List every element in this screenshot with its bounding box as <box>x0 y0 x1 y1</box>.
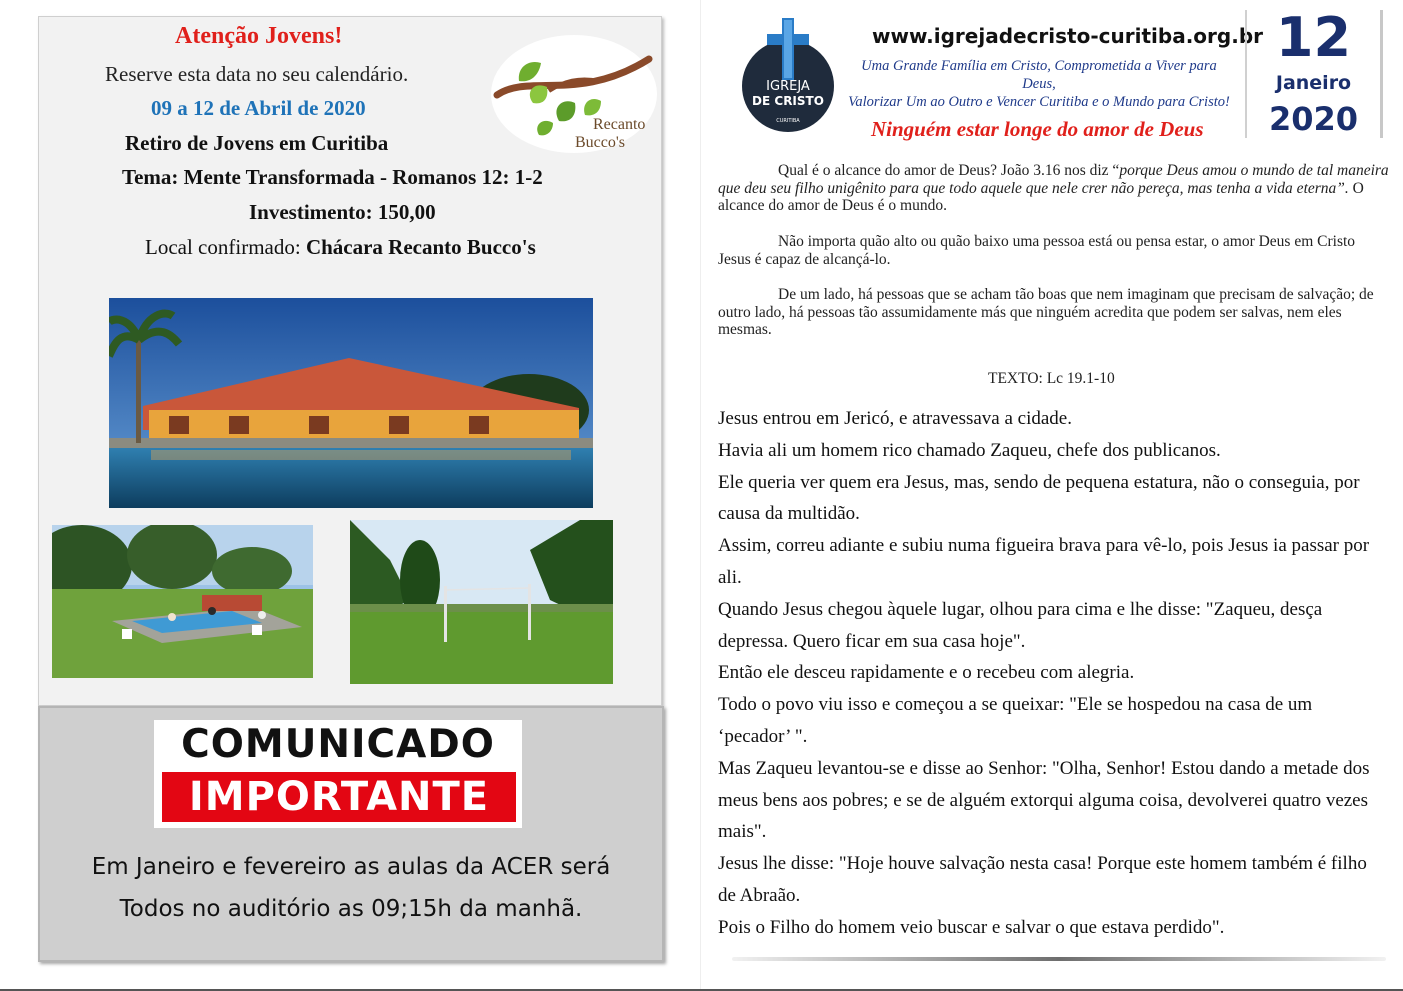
p1-conclusion: O alcance do amor de Deus é o mundo. <box>718 179 1364 214</box>
scripture-verse: Mas Zaqueu levantou-se e disse ao Senhor: "Olha, Senhor! Estou dando a metade dos meus bens aos pobres; e se de alguém extorqui alguma coisa, devolverei quatro vezes mais". <box>718 757 1370 843</box>
p1-quote: porque Deus amou o mundo de tal maneira que deu seu filho unigênito para que todo aquele que nele crer não pereça, mas tenha a vida eterna”. <box>718 162 1389 197</box>
bulletin-date <box>1245 6 1383 138</box>
date-year: 2020 <box>1268 100 1359 138</box>
motto-line-1: Uma Grande Família em Cristo, Comprometida a Viver para Deus, <box>861 58 1217 92</box>
retreat-location <box>145 235 536 260</box>
scripture-verse: Jesus entrou em Jericó, e atravessava a cidade. <box>718 408 1072 429</box>
bottom-decorative-rule <box>732 957 1386 961</box>
retreat-house-photo <box>109 298 593 508</box>
sports-field-photo <box>350 520 613 684</box>
scripture-verse: Então ele desceu rapidamente e o recebeu com alegria. <box>718 662 1135 684</box>
article-paragraph-1 <box>718 162 1390 215</box>
notice-title-line-2: IMPORTANTE <box>188 774 490 820</box>
scripture-verse: Havia ali um homem rico chamado Zaqueu, chefe dos publicanos. <box>718 439 1221 461</box>
svg-text:IGREJA: IGREJA <box>766 79 810 94</box>
igreja-de-cristo-logo <box>740 18 836 134</box>
page-divider <box>700 0 701 991</box>
recanto-buccos-logo <box>489 33 659 155</box>
retreat-panel <box>38 16 662 706</box>
bulletin-headline: Ninguém estar longe do amor de Deus <box>871 117 1204 141</box>
svg-text:Recanto: Recanto <box>593 116 646 133</box>
retreat-title: Retiro de Jovens em Curitiba <box>125 131 389 155</box>
article-paragraph-3 <box>718 286 1390 339</box>
location-label: Local confirmado: <box>145 235 306 259</box>
svg-text:DE CRISTO: DE CRISTO <box>752 94 824 108</box>
pool-area-photo <box>52 525 313 678</box>
svg-text:CURITIBA: CURITIBA <box>776 118 800 124</box>
p2-text: Não importa quão alto ou quão baixo uma pessoa está ou pensa estar, o amor Deus em Cristo Jesus é capaz de alcançá-lo. <box>718 233 1356 268</box>
notice-title-line-1: COMUNICADO <box>181 722 495 767</box>
retreat-dates: 09 a 12 de Abril de 2020 <box>151 96 366 120</box>
attention-heading: Atenção Jovens! <box>175 23 343 49</box>
location-name: Chácara Recanto Bucco's <box>305 235 536 259</box>
p1-intro: Qual é o alcance do amor de Deus? João 3.16 nos diz “ <box>778 162 1120 179</box>
article-paragraph-2 <box>718 233 1390 268</box>
scripture-verse: Todo o povo viu isso e começou a se queixar: "Ele se hospedou na casa de um ‘pecador’ ". <box>718 694 1313 747</box>
scripture-verse: Ele queria ver quem era Jesus, mas, sendo de pequena estatura, não o conseguia, por causa da multidão. <box>718 471 1360 525</box>
svg-text:Bucco's: Bucco's <box>575 134 625 151</box>
motto-line-2: Valorizar Um ao Outro e Vencer Curitiba e o Mundo para Cristo! <box>848 94 1230 110</box>
scripture-verse: Assim, correu adiante e subiu numa figueira brava para vê-lo, pois Jesus ia passar por ali. <box>718 535 1370 588</box>
church-motto <box>846 57 1232 111</box>
scripture-passage <box>718 403 1388 944</box>
scripture-reference: TEXTO: Lc 19.1-10 <box>988 370 1115 387</box>
retreat-investment: Investimento: 150,00 <box>249 200 436 224</box>
date-month: Janeiro <box>1275 72 1352 94</box>
notice-text-2: Todos no auditório as 09;15h da manhã. <box>119 896 583 922</box>
date-day: 12 <box>1275 6 1352 69</box>
p3-text: De um lado, há pessoas que se acham tão boas que nem imaginam que precisam de salvação; de outro lado, há pessoas tão assumidamente más que ninguém acredita que podem ser salvas, nem eles mesmas. <box>718 286 1374 338</box>
notice-banner <box>154 720 522 828</box>
scripture-verse: Pois o Filho do homem veio buscar e salvar o que estava perdido". <box>718 916 1225 938</box>
scripture-verse: Quando Jesus chegou àquele lugar, olhou para cima e lhe disse: "Zaqueu, desça depressa. Quero ficar em sua casa hoje". <box>718 598 1323 652</box>
church-website: www.igrejadecristo-curitiba.org.br <box>872 24 1263 48</box>
scripture-verse: Jesus lhe disse: "Hoje houve salvação nesta casa! Porque este homem também é filho de Abraão. <box>718 853 1367 906</box>
retreat-theme: Tema: Mente Transformada - Romanos 12: 1-2 <box>122 165 543 189</box>
reserve-text: Reserve esta data no seu calendário. <box>105 62 409 86</box>
important-notice <box>38 706 664 962</box>
notice-text-1: Em Janeiro e fevereiro as aulas da ACER será <box>91 854 611 880</box>
